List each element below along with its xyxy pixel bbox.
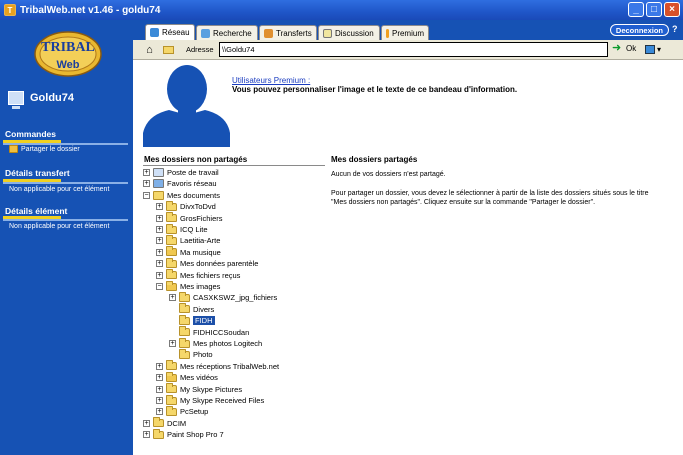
minimize-button[interactable]: _ xyxy=(628,2,644,17)
expand-icon[interactable]: + xyxy=(157,226,162,233)
expand-icon[interactable]: + xyxy=(157,248,162,256)
transfer-details-title: Détails transfert xyxy=(5,168,70,178)
help-icon[interactable]: ? xyxy=(672,24,681,36)
svg-text:Web: Web xyxy=(56,59,80,71)
expand-icon[interactable]: + xyxy=(157,271,162,279)
address-label: Adresse xyxy=(186,45,214,54)
expand-icon[interactable]: + xyxy=(157,397,162,404)
view-menu-button[interactable] xyxy=(645,43,669,56)
tree-item[interactable] xyxy=(169,304,214,315)
collapse-icon[interactable]: − xyxy=(144,191,149,199)
folder-icon xyxy=(153,419,164,427)
folder-icon xyxy=(179,351,190,359)
folder-up-icon[interactable] xyxy=(162,43,175,56)
video-folder-icon xyxy=(166,374,177,382)
folder-icon xyxy=(179,328,190,336)
expand-icon[interactable]: + xyxy=(157,203,162,211)
home-icon[interactable]: ⌂ xyxy=(146,43,153,56)
folder-icon xyxy=(179,294,190,302)
computer-icon xyxy=(8,91,24,105)
expand-icon[interactable]: + xyxy=(144,169,149,176)
folder-icon xyxy=(179,317,190,325)
tree-item-label: My Skype Pictures xyxy=(180,384,243,394)
expand-icon[interactable]: + xyxy=(157,374,162,382)
chat-icon xyxy=(323,29,332,38)
expand-icon[interactable]: + xyxy=(157,408,162,416)
tree-item[interactable] xyxy=(156,384,242,395)
tree-item-label: Favoris réseau xyxy=(167,179,217,189)
tree-item-label: Mes fichiers reçus xyxy=(180,270,241,280)
tree-item-label: GrosFichiers xyxy=(180,213,223,223)
tree-item[interactable] xyxy=(169,338,262,349)
folder-icon xyxy=(166,203,177,211)
transfer-details-text: Non applicable pour cet élément xyxy=(9,186,110,193)
share-folder-command[interactable]: Partager le dossier xyxy=(9,145,80,153)
title-bar xyxy=(0,0,683,20)
folder-icon xyxy=(179,305,190,313)
folder-icon xyxy=(166,362,177,370)
tree-item[interactable] xyxy=(156,395,264,406)
view-icon xyxy=(645,45,655,54)
close-button[interactable]: × xyxy=(664,2,680,17)
deconnexion-button[interactable]: Deconnexion xyxy=(610,24,669,36)
tree-item[interactable] xyxy=(156,213,223,224)
folder-icon xyxy=(153,431,164,439)
expand-icon[interactable]: + xyxy=(157,385,162,393)
tree-item-label: Mes photos Logitech xyxy=(193,339,263,348)
expand-icon[interactable]: + xyxy=(157,214,162,222)
tree-item[interactable] xyxy=(156,201,216,212)
share-instructions-1: Pour partager un dossier, vous devez le sélectionner à partir de la liste des dossiers situés sous le titre xyxy=(331,190,649,197)
tree-item-label: Mes images xyxy=(180,282,221,291)
tab-recherche[interactable]: Recherche xyxy=(196,25,258,40)
share-folder-icon xyxy=(9,145,18,153)
tree-item-label: DCIM xyxy=(167,418,187,428)
folder-icon xyxy=(166,260,177,268)
tree-item[interactable] xyxy=(169,349,213,360)
tree-item-label: Ma musique xyxy=(180,247,221,257)
tree-spacer xyxy=(169,317,176,324)
expand-icon[interactable]: + xyxy=(144,180,149,188)
tree-item[interactable] xyxy=(156,235,220,246)
tree-item[interactable] xyxy=(156,372,218,383)
tree-item-label: Laetitia-Arte xyxy=(180,236,221,246)
go-button[interactable]: ➜ Ok xyxy=(612,42,637,54)
folder-icon xyxy=(166,271,177,279)
premium-icon xyxy=(386,29,389,38)
search-icon xyxy=(201,29,210,38)
tree-item-label: ICQ Lite xyxy=(180,225,208,234)
tree-item[interactable] xyxy=(143,418,186,429)
shared-folders-title: Mes dossiers partagés xyxy=(331,155,418,164)
banner-text: Vous pouvez personnaliser l'image et le texte de ce bandeau d'information. xyxy=(232,85,518,94)
network-icon xyxy=(153,179,164,188)
expand-icon[interactable]: + xyxy=(157,362,162,370)
tree-item[interactable] xyxy=(169,327,249,338)
unshared-folders-title: Mes dossiers non partagés xyxy=(144,155,248,164)
tree-item[interactable] xyxy=(169,315,215,326)
tree-item-label: Mes données parentèle xyxy=(180,259,259,269)
user-name: Goldu74 xyxy=(30,92,75,104)
tree-spacer xyxy=(169,351,176,358)
documents-icon xyxy=(153,191,164,200)
share-instructions-2: "Mes dossiers non partagés". Cliquez ensuite sur la commande "Partager le dossier". xyxy=(331,199,596,206)
item-details-title: Détails élément xyxy=(5,206,68,216)
tree-item-label: FIDHICCSoudan xyxy=(193,327,250,337)
commands-title: Commandes xyxy=(5,129,57,139)
premium-users-link[interactable]: Utilisateurs Premium : xyxy=(232,76,311,85)
tab-reseau[interactable]: Réseau xyxy=(145,24,195,40)
tree-item-label: PcSetup xyxy=(180,407,209,417)
tree-item[interactable] xyxy=(156,270,240,281)
tree-item[interactable] xyxy=(143,167,219,178)
app-icon: T xyxy=(4,4,16,16)
tree-item-label: Photo xyxy=(193,350,213,360)
music-folder-icon xyxy=(166,248,177,256)
tab-bar xyxy=(133,20,683,40)
tree-item[interactable] xyxy=(156,406,208,417)
expand-icon[interactable]: + xyxy=(144,419,149,427)
tree-item-label: Paint Shop Pro 7 xyxy=(167,430,224,440)
expand-icon[interactable]: + xyxy=(170,340,175,347)
tree-item-label: My Skype Received Files xyxy=(180,396,265,405)
address-bar xyxy=(133,40,683,60)
tree-item[interactable] xyxy=(143,190,220,201)
no-shared-text: Aucun de vos dossiers n'est partagé. xyxy=(331,171,446,178)
tree-item[interactable] xyxy=(156,258,258,269)
expand-icon[interactable]: + xyxy=(144,431,149,439)
expand-icon[interactable]: + xyxy=(157,237,162,245)
expand-icon[interactable]: + xyxy=(170,294,175,302)
tree-item-label: Mes vidéos xyxy=(180,373,218,383)
maximize-button[interactable]: □ xyxy=(646,2,662,17)
item-details-text: Non applicable pour cet élément xyxy=(9,223,110,230)
tree-item-label: Mes documents xyxy=(167,190,220,200)
window-title: TribalWeb.net v1.46 - goldu74 xyxy=(20,4,161,16)
images-folder-icon xyxy=(166,283,177,291)
tree-item[interactable] xyxy=(156,247,221,258)
tab-transferts[interactable]: Transferts xyxy=(259,25,317,40)
tree-item-label: Poste de travail xyxy=(167,168,219,177)
transfers-icon xyxy=(264,29,273,38)
address-input[interactable] xyxy=(219,42,608,57)
network-icon xyxy=(150,28,159,37)
go-arrow-icon: ➜ xyxy=(612,42,622,54)
expand-icon[interactable]: + xyxy=(157,260,162,268)
tree-item[interactable] xyxy=(143,178,217,189)
tab-discussion[interactable]: Discussion xyxy=(318,25,380,40)
tree-item-label: Divers xyxy=(193,304,215,314)
tree-item-label: DivxToDvd xyxy=(180,202,216,212)
folder-icon xyxy=(179,340,190,348)
tree-item[interactable] xyxy=(156,281,220,292)
folder-icon xyxy=(166,214,177,222)
tree-spacer xyxy=(169,329,176,336)
tree-item[interactable] xyxy=(156,361,279,372)
tree-item-label: CASXKSWZ_jpg_fichiers xyxy=(193,293,278,303)
chevron-down-icon: ▾ xyxy=(657,45,662,54)
tree-item[interactable] xyxy=(169,292,277,303)
svg-text:TRIBAL: TRIBAL xyxy=(41,40,95,55)
tab-premium[interactable]: Premium xyxy=(381,25,429,40)
tree-item[interactable] xyxy=(156,224,208,235)
tree-item-label: FIDH xyxy=(195,316,213,326)
folder-icon xyxy=(166,226,177,234)
folder-icon xyxy=(166,408,177,416)
computer-icon xyxy=(153,168,164,177)
left-panel xyxy=(0,20,133,455)
tree-spacer xyxy=(169,306,176,313)
collapse-icon[interactable]: − xyxy=(157,283,162,290)
tribalweb-logo xyxy=(34,30,102,78)
folder-icon xyxy=(166,237,177,245)
tree-item-label: Mes réceptions TribalWeb.net xyxy=(180,361,280,371)
folder-icon xyxy=(166,397,177,405)
person-silhouette-image xyxy=(143,63,230,147)
tree-item[interactable] xyxy=(143,429,224,440)
folder-icon xyxy=(166,385,177,393)
